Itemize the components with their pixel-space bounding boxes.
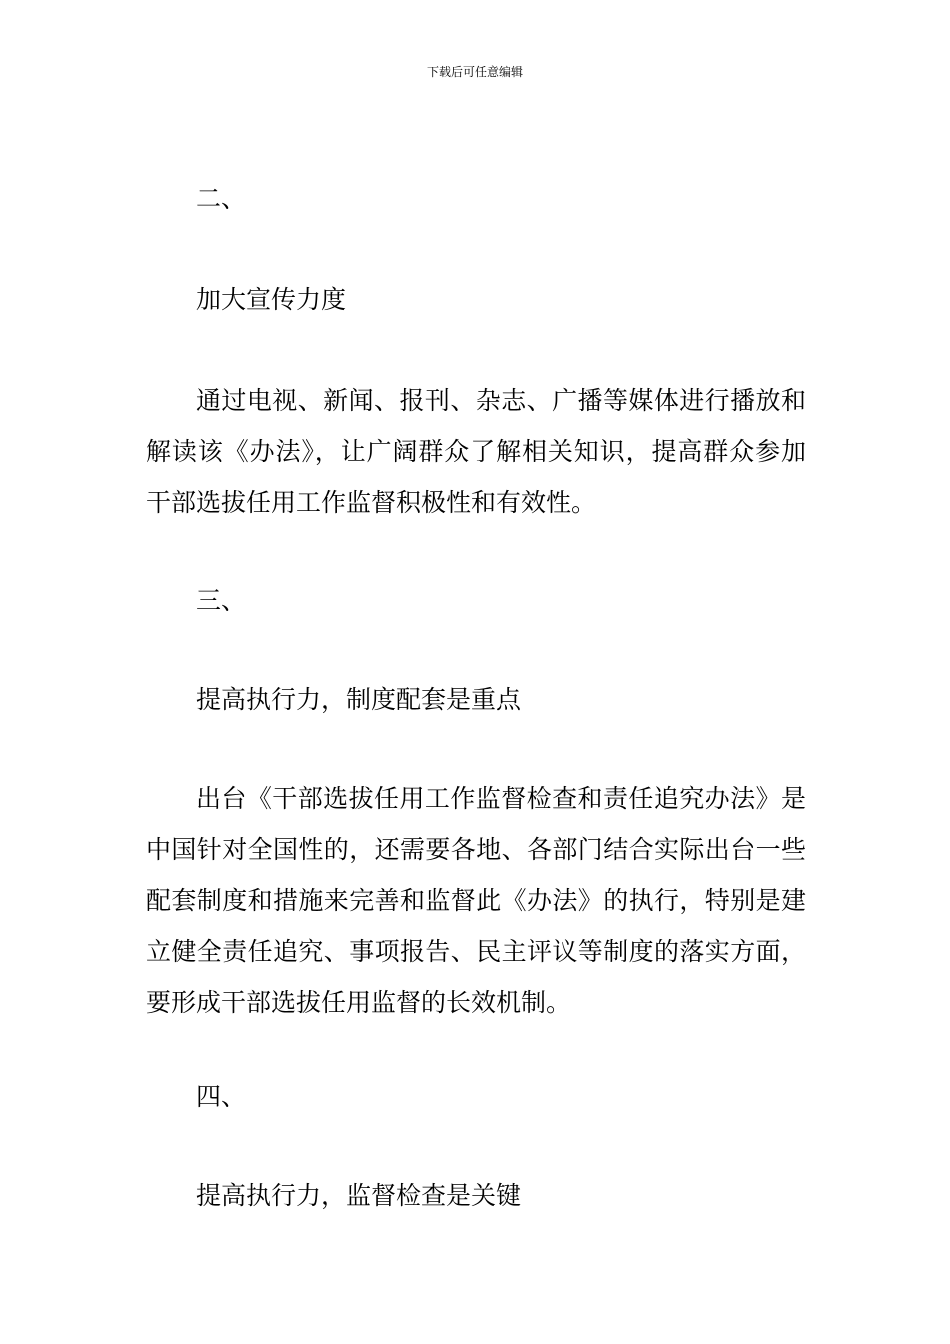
section-title-2: 加大宣传力度 (196, 285, 347, 314)
section-number-4: 四、 (196, 1082, 247, 1111)
section-title-3: 提高执行力，制度配套是重点 (196, 685, 522, 714)
section-paragraph-3: 出台《干部选拔任用工作监督检查和责任追究办法》是中国针对全国性的，还需要各地、各部门结合实际出台一些配套制度和措施来完善和监督此《办法》的执行，特别是建立健全责任追究、事项报告、民主评议等制度的落实方面，要形成干部选拔任用监督的长效机制。 (146, 784, 806, 1017)
section-paragraph-2: 通过电视、新闻、报刊、杂志、广播等媒体进行播放和解读该《办法》，让广阔群众了解相关知识，提高群众参加干部选拔任用工作监督积极性和有效性。 (146, 386, 806, 517)
section-title-4: 提高执行力，监督检查是关键 (196, 1181, 522, 1210)
section-number-2: 二、 (196, 184, 247, 213)
section-number-3: 三、 (196, 586, 247, 615)
page-header-note: 下载后可任意编辑 (426, 65, 523, 79)
